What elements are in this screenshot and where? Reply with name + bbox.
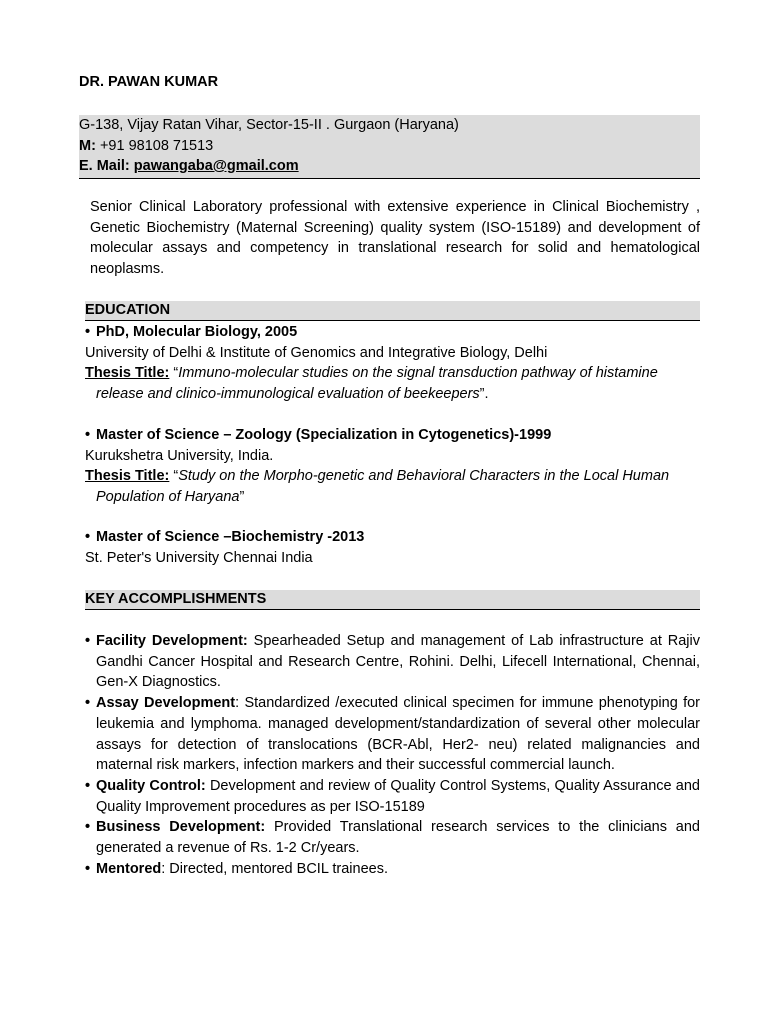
education-heading: EDUCATION [85,301,700,321]
bullet-icon: • [85,695,91,712]
professional-summary: Senior Clinical Laboratory professional with extensive experience in Clinical Biochemistry , Genetic Biochemistry (Maternal Screening) quality system (ISO-15189) and development of molecular assays and competency in translational research for solid and hematological neoplasms. [90,199,700,278]
list-item: • Mentored: Directed, mentored BCIL trainees. [85,859,700,880]
thesis-title: Thesis Title: “Immuno-molecular studies on the signal transduction pathway of histamine [85,365,658,382]
thesis-label: Thesis Title: [85,468,170,485]
thesis-label: Thesis Title: [85,365,170,382]
address-line: G-138, Vijay Ratan Vihar, Sector-15-II . Gurgaon (Haryana) [79,117,459,133]
thesis-title: Thesis Title: “Study on the Morpho-genetic and Behavioral Characters in the Local Human [85,468,670,485]
education-item-msc-zoology [85,425,700,508]
accomplishments-heading: KEY ACCOMPLISHMENTS [85,590,700,610]
list-item: • Assay Development: Standardized /executed clinical specimen for immune phenotyping for leukemia and lymphoma. managed development/standardization of several other molecular assays for detection of translocations (BCR-Abl, Her2- neu) related malignancies and maternal risk markers, infection markers and their successful commercial launch. [85,695,700,774]
institution: Kurukshetra University, India. [85,447,274,464]
candidate-name: DR. PAWAN KUMAR [79,74,219,90]
thesis-continuation: release and clinico-immunological evaluation of beekeepers”. [96,386,489,403]
mobile-label: M: [79,137,96,154]
list-item: • Facility Development: Spearheaded Setup and management of Lab infrastructure at Rajiv Gandhi Cancer Hospital and Research Centre, Rohini. Delhi, Lifecell International, Chennai, Gen-X Diagnostics. [85,633,701,691]
contact-block [79,115,700,179]
bullet-icon: • [85,324,91,340]
education-item-msc-biochemistry [85,527,700,568]
accomplishments-list [85,631,700,879]
mobile-line [79,136,700,157]
email-link[interactable]: pawangaba@gmail.com [133,158,299,174]
institution: University of Delhi & Institute of Genomics and Integrative Biology, Delhi [85,344,548,361]
degree-title: • Master of Science – Zoology (Specialization in Cytogenetics)-1999 [85,425,700,446]
list-item: • Business Development: Provided Translational research services to the clinicians and generated a revenue of Rs. 1-2 Cr/years. [85,819,700,857]
email-label: E. Mail: [79,158,130,174]
bullet-icon: • [85,529,91,545]
education-item-phd [85,322,700,405]
bullet-icon: • [85,819,91,836]
email-line [79,156,700,177]
bullet-icon: • [85,427,91,443]
degree-title: • PhD, Molecular Biology, 2005 [85,322,700,343]
institution: St. Peter's University Chennai India [85,549,313,566]
list-item: • Quality Control: Development and review of Quality Control Systems, Quality Assurance and Quality Improvement procedures as per ISO-15189 [85,777,700,815]
degree-title: • Master of Science –Biochemistry -2013 [85,527,700,548]
bullet-icon: • [85,777,91,794]
bullet-icon: • [85,633,91,649]
bullet-icon: • [85,860,91,877]
mobile-number: +91 98108 71513 [95,137,214,154]
thesis-continuation: Population of Haryana” [96,489,245,506]
